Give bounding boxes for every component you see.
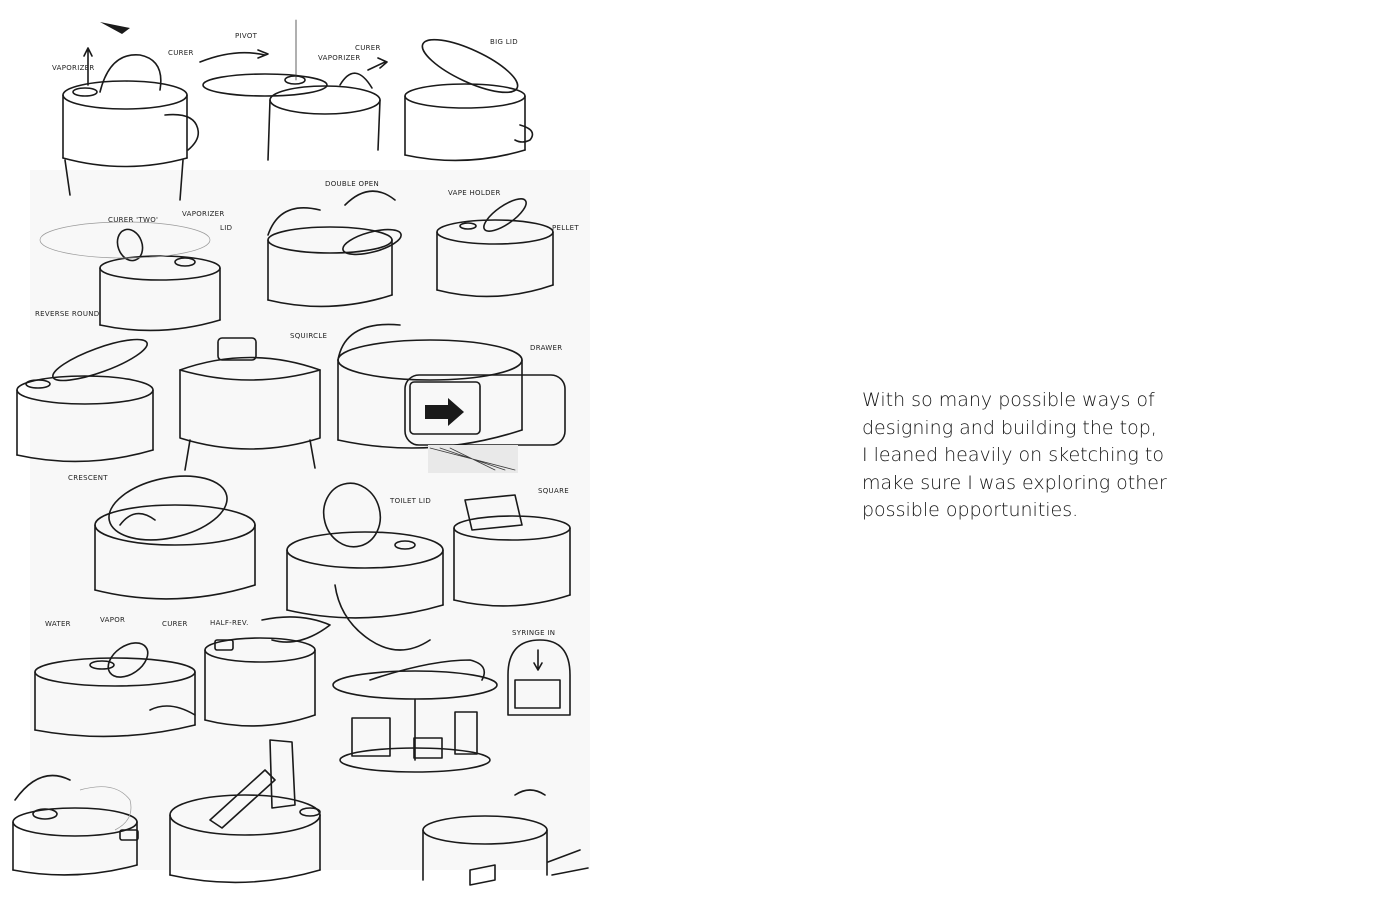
label-drawer: DRAWER [530,344,563,352]
concept-sketch-sheet [0,0,600,906]
label-big-lid: BIG LID [490,38,518,46]
label-vape-holder: VAPE HOLDER [448,189,501,197]
label-vaporizer-3: VAPORIZER [182,210,225,218]
label-squircle: SQUIRCLE [290,332,328,340]
label-pivot: PIVOT [235,32,258,40]
label-vaporizer-2: VAPORIZER [318,54,361,62]
caption-line: possible opportunities. [862,499,1079,521]
label-reverse-round: REVERSE ROUND [35,310,100,318]
caption-line: I leaned heavily on sketching to [862,444,1164,466]
label-half-rev: HALF-REV. [210,619,249,627]
label-vapor: VAPOR [100,616,126,624]
sketch-illustration [0,0,600,906]
label-syringe-in: SYRINGE IN [512,629,556,637]
label-lid: LID [220,224,233,232]
caption-line: With so many possible ways of [862,389,1155,411]
caption-line: designing and building the top, [862,416,1157,439]
label-curer-3: CURER [162,620,188,628]
label-toilet-lid: TOILET LID [390,497,432,505]
label-pellet: PELLET [552,224,579,232]
caption-line: make sure I was exploring other [862,471,1167,494]
label-crescent: CRESCENT [68,474,108,482]
label-curer: CURER [168,49,194,57]
label-curer-two: CURER 'TWO' [108,216,159,224]
label-vaporizer: VAPORIZER [52,64,95,72]
description-text [862,387,1302,525]
label-double-open: DOUBLE OPEN [325,180,380,188]
label-square: SQUARE [538,487,569,495]
label-water: WATER [45,620,71,628]
label-curer-2: CURER [355,44,381,52]
